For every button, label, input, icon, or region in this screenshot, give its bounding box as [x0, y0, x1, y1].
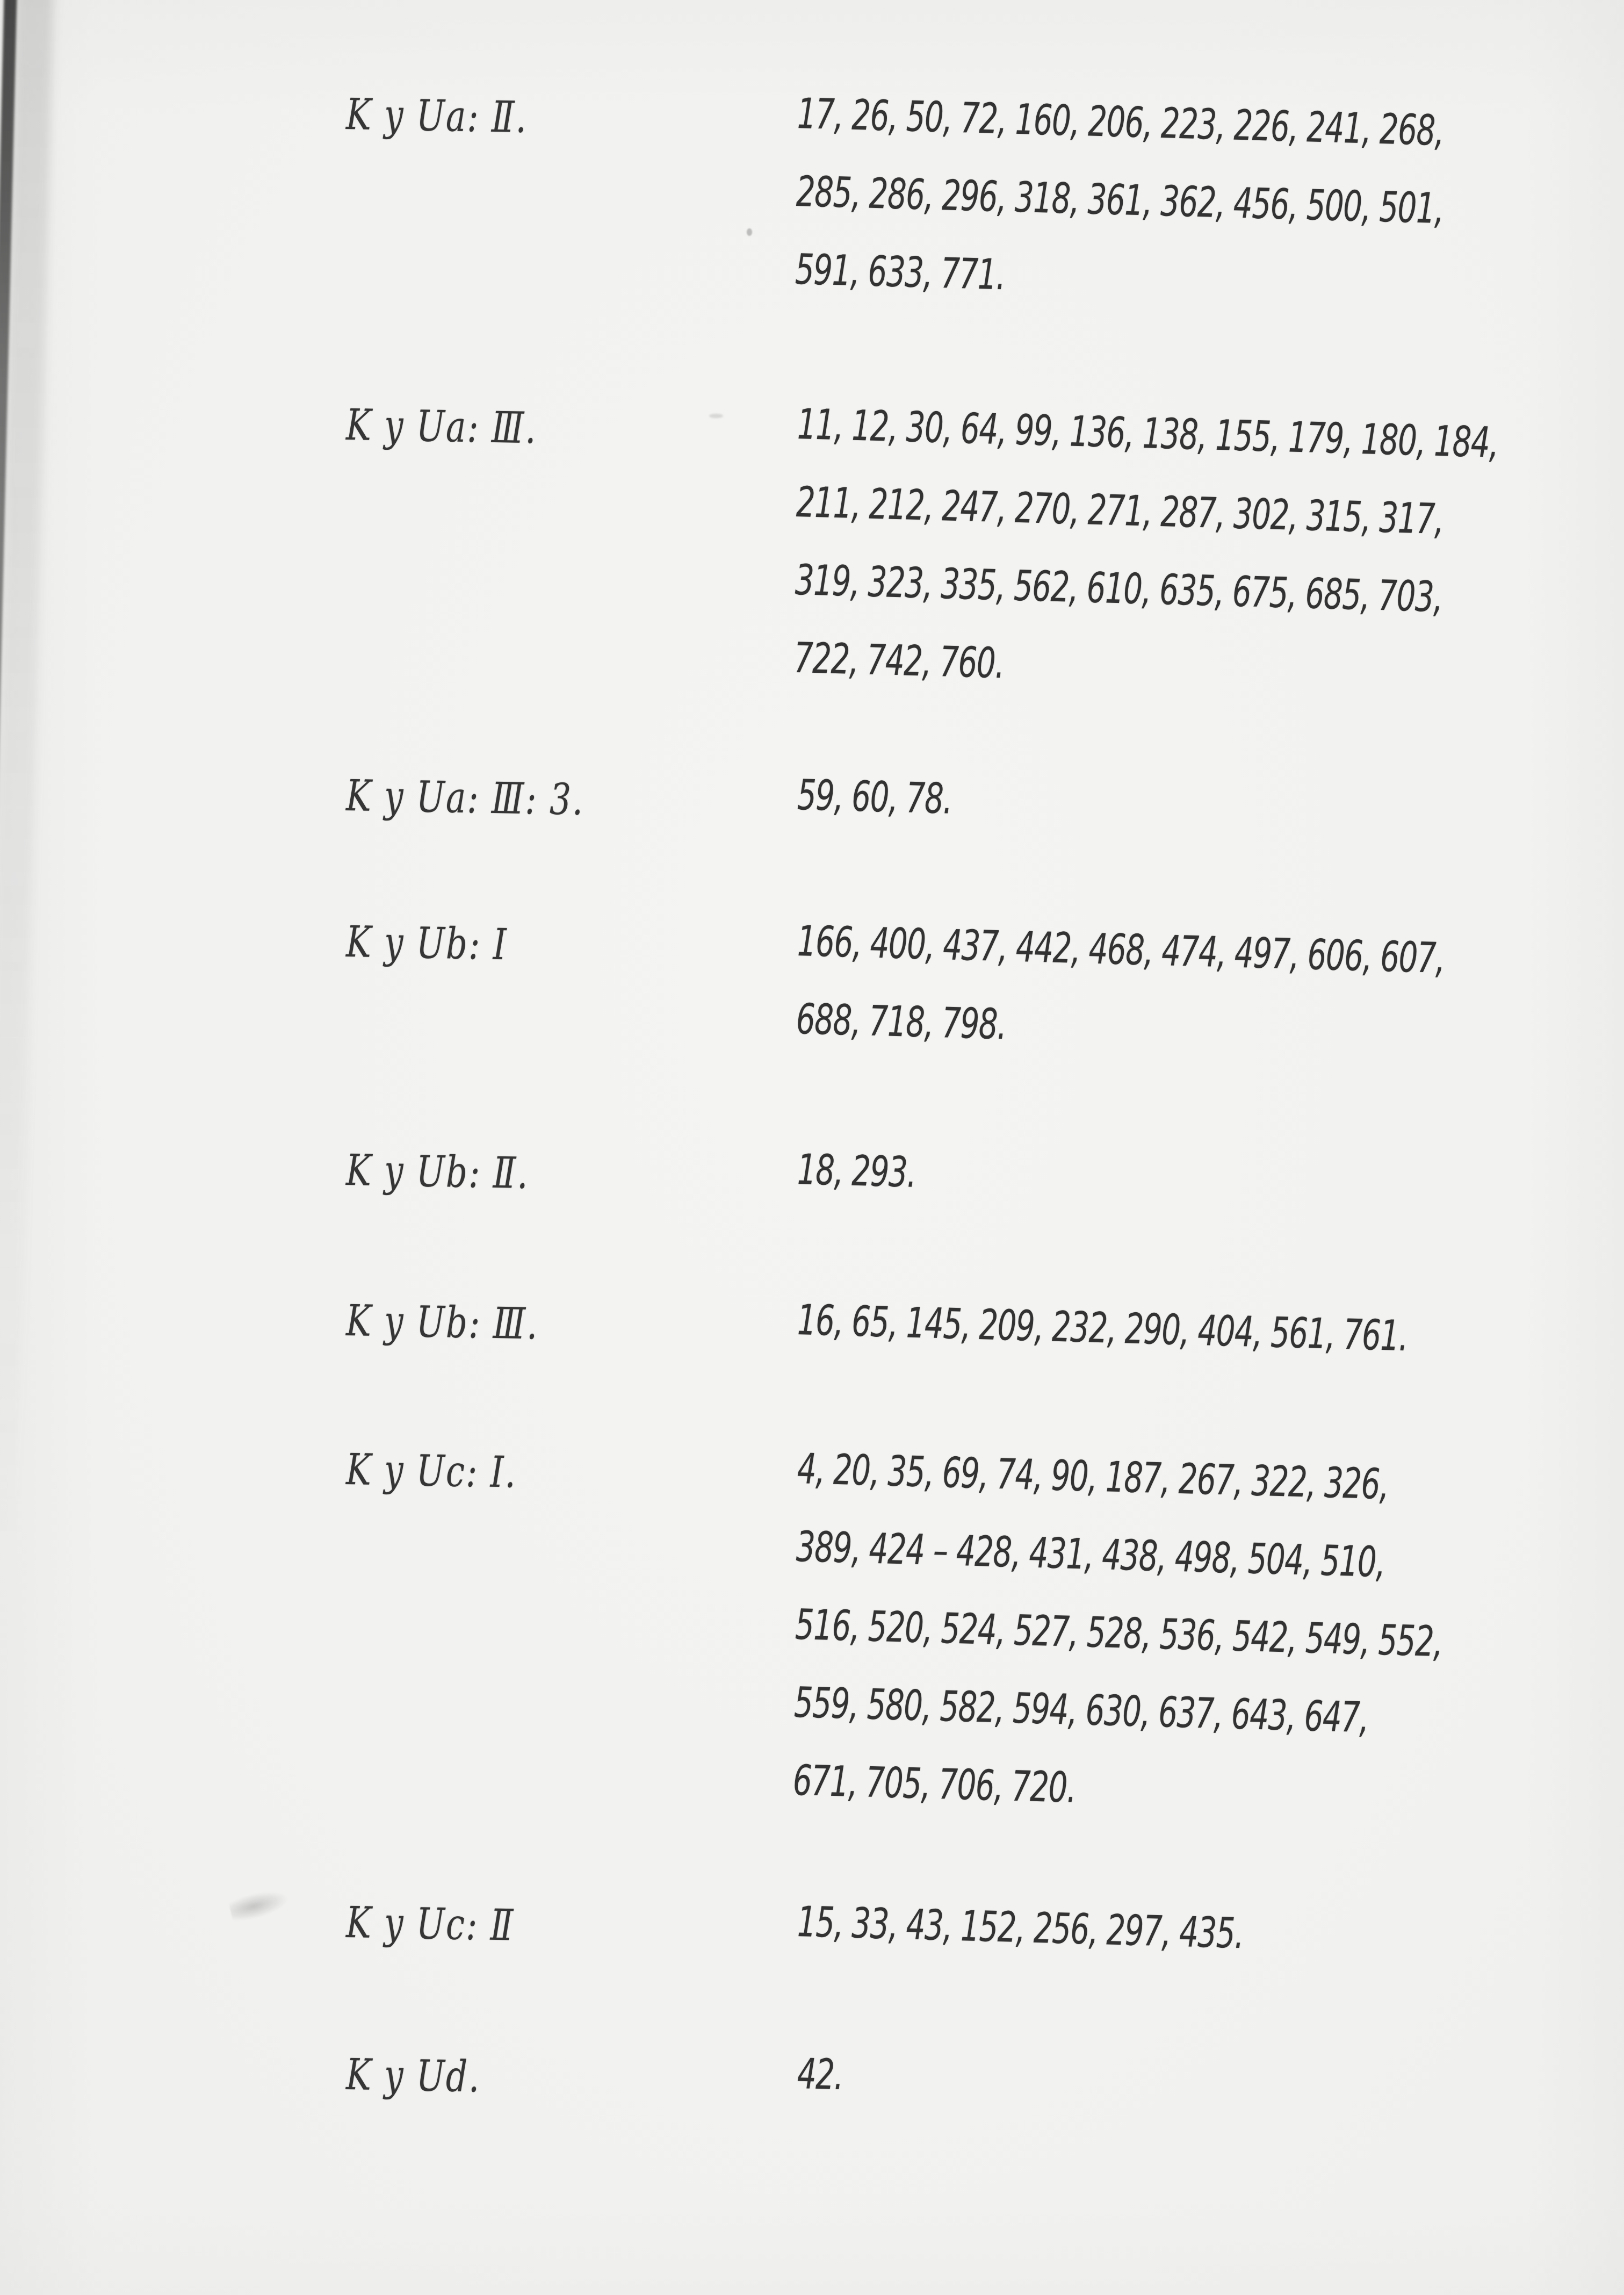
entry-line: 285, 286, 296, 318, 361, 362, 456, 500, 501,: [796, 167, 1444, 234]
entry-line: 389, 424 – 428, 431, 438, 498, 504, 510,: [796, 1522, 1385, 1587]
entry-line: 166, 400, 437, 442, 468, 474, 497, 606, 607,: [797, 917, 1445, 983]
entry-line: 211, 212, 247, 270, 271, 287, 302, 315, 317,: [796, 478, 1444, 544]
entry-line: 42.: [797, 2049, 843, 2100]
entry-label: K y Ub: Ⅱ.: [345, 1145, 530, 1199]
entry-line: 11, 12, 30, 64, 99, 136, 138, 155, 179, 180, 184,: [797, 400, 1499, 467]
entry-label: K y Ua: Ⅲ: 3.: [345, 770, 584, 825]
entry-label: K y Ua: Ⅱ.: [345, 89, 528, 143]
entry-line: 516, 520, 524, 527, 528, 536, 542, 549, 552,: [795, 1600, 1443, 1667]
entry-line: 4, 20, 35, 69, 74, 90, 187, 267, 322, 326,: [797, 1444, 1389, 1509]
entry-line: 17, 26, 50, 72, 160, 206, 223, 226, 241, 268,: [797, 89, 1444, 156]
entry-number-list: [797, 2035, 843, 2114]
entry-line: 671, 705, 706, 720.: [792, 1756, 1076, 1812]
entry-number-list: [797, 1131, 916, 1212]
entry-label: K y Ua: Ⅲ.: [345, 399, 538, 454]
entry-line: 319, 323, 335, 562, 610, 635, 675, 685, 703,: [795, 556, 1443, 622]
entry-label: K y Ub: Ⅲ.: [345, 1295, 539, 1349]
entry-line: 591, 633, 771.: [795, 245, 1006, 300]
entry-number-list: [797, 1883, 1244, 1973]
entry-label: K y Uc: Ⅰ.: [345, 1444, 517, 1498]
entry-line: 559, 580, 582, 594, 630, 637, 643, 647,: [793, 1678, 1369, 1743]
entry-line: 18, 293.: [797, 1145, 916, 1197]
entry-line: 16, 65, 145, 209, 232, 290, 404, 561, 761.: [797, 1296, 1408, 1361]
ink-speck: [747, 228, 752, 236]
entry-line: 688, 718, 798.: [796, 995, 1007, 1049]
entry-number-list: [792, 1430, 1445, 1837]
entry-line: 59, 60, 78.: [797, 771, 952, 824]
entry-number-list: [793, 386, 1499, 716]
entry-label: K y Uc: Ⅱ: [345, 1897, 515, 1951]
entry-number-list: [797, 1282, 1408, 1376]
entry-label: K y Ub: Ⅰ: [345, 916, 508, 970]
entry-line: 15, 33, 43, 152, 256, 297, 435.: [797, 1897, 1244, 1959]
pencil-smudge: [228, 1886, 291, 1924]
ink-speck: [709, 414, 723, 418]
entry-number-list: [797, 757, 952, 839]
entry-number-list: [796, 903, 1445, 1076]
entry-line: 722, 742, 760.: [793, 634, 1005, 688]
entry-label: K y Ud.: [345, 2049, 481, 2102]
entry-number-list: [795, 75, 1445, 326]
